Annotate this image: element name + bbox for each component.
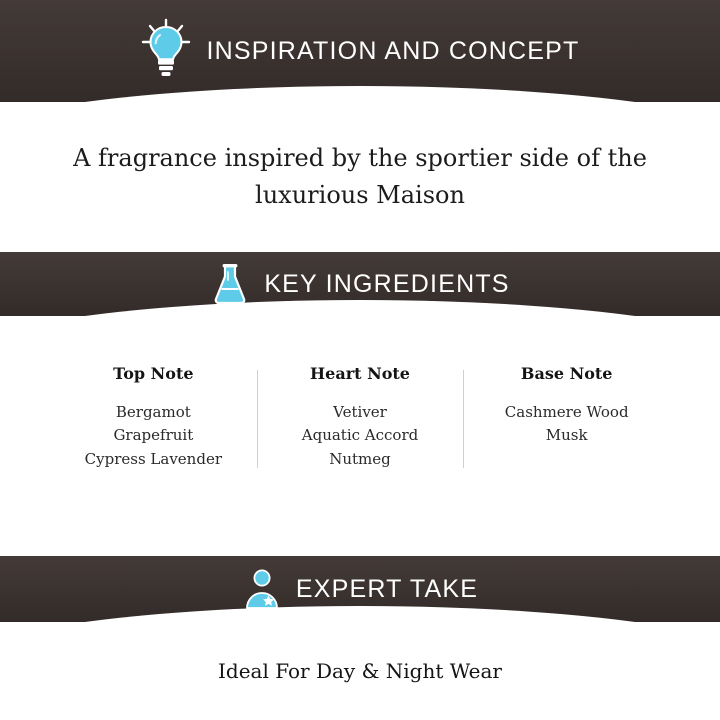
- note-item: Musk: [545, 426, 588, 445]
- note-column-base: [463, 364, 670, 471]
- note-item: Nutmeg: [329, 449, 391, 468]
- inspiration-body: [0, 102, 720, 252]
- section-title-expert: EXPERT TAKE: [295, 574, 479, 603]
- note-item: Bergamot: [115, 403, 191, 421]
- section-title-ingredients: KEY INGREDIENTS: [264, 269, 510, 298]
- expert-person-icon: [242, 568, 282, 610]
- lightbulb-icon: [140, 18, 192, 80]
- section-banner-inspiration: [0, 0, 720, 102]
- notes-grid: [50, 364, 670, 471]
- note-item: Grapefruit: [113, 426, 194, 445]
- section-banner-ingredients: [0, 252, 720, 316]
- section-banner-expert: [0, 556, 720, 622]
- section-title-inspiration: INSPIRATION AND CONCEPT: [206, 36, 580, 65]
- note-item: Aquatic Accord: [301, 426, 419, 445]
- expert-take-description: Ideal For Day & Night Wear: [218, 659, 502, 683]
- inspiration-description: A fragrance inspired by the sportier side of the luxurious Maison: [73, 143, 647, 209]
- note-heading: Heart Note: [310, 364, 410, 383]
- note-item: Cypress Lavender: [84, 449, 222, 468]
- note-heading: Base Note: [520, 364, 613, 383]
- expert-body: [0, 622, 720, 720]
- flask-icon: [210, 262, 250, 306]
- note-heading: Top Note: [113, 364, 194, 383]
- note-item: Vetiver: [333, 403, 387, 421]
- note-item: Cashmere Wood: [504, 403, 629, 421]
- banner-bottom-curve: [0, 86, 720, 102]
- note-column-top: [50, 364, 257, 471]
- note-column-heart: [257, 364, 464, 471]
- ingredients-body: [0, 316, 720, 556]
